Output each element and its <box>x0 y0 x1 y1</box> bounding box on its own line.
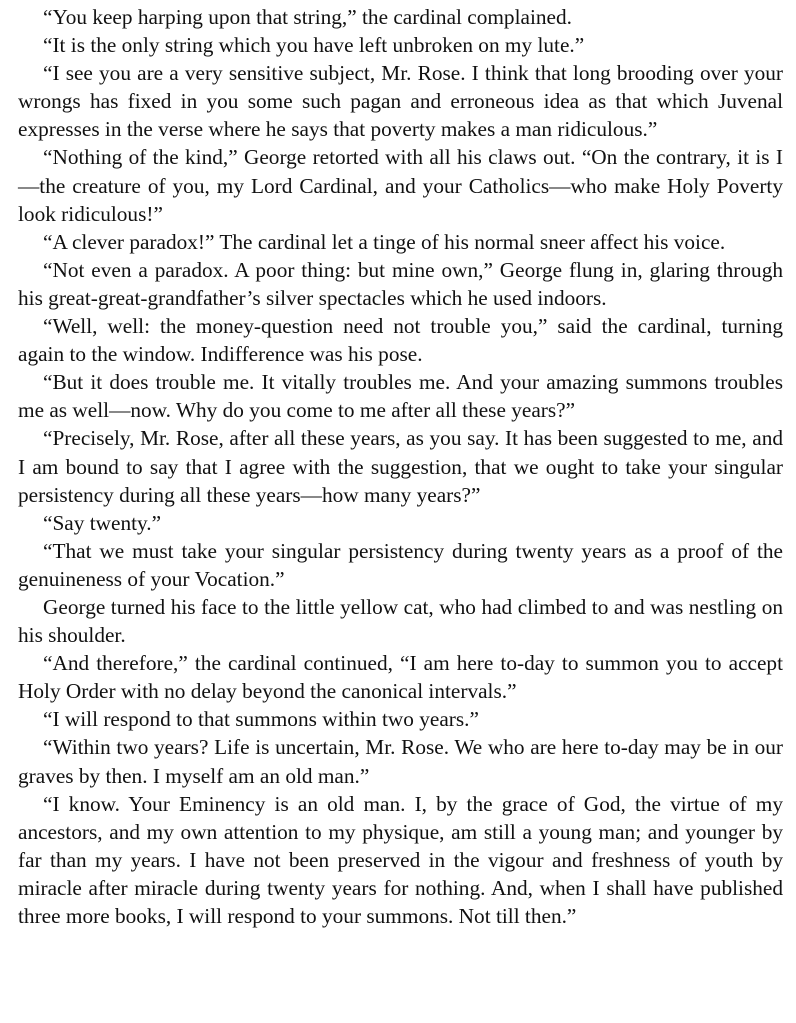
paragraph: “Nothing of the kind,” George retorted with all his claws out. “On the contrary, it is I—the creature of you, my Lord Cardinal, and your Catholics—who make Holy Poverty look ridiculous!” <box>18 145 783 226</box>
paragraph: “That we must take your singular persistency during twenty years as a proof of the genuineness of your Vocation.” <box>18 538 783 591</box>
paragraph: “Within two years? Life is uncertain, Mr. Rose. We who are here to-day may be in our graves by then. I myself am an old man.” <box>18 735 783 788</box>
paragraph: “But it does trouble me. It vitally troubles me. And your amazing summons troubles me as well—now. Why do you come to me after all these years?” <box>18 370 783 423</box>
paragraph: George turned his face to the little yellow cat, who had climbed to and was nestling on his shoulder. <box>18 594 783 648</box>
paragraph: “Well, well: the money-question need not trouble you,” said the cardinal, turning again to the window. Indifference was his pose. <box>18 314 783 367</box>
paragraph: “You keep harping upon that string,” the cardinal complained. <box>43 5 572 29</box>
paragraph: “I know. Your Eminency is an old man. I, by the grace of God, the virtue of my ancestors, and my own attention to my physique, am still a young man; and younger by far than my years. I have not been preserved in the vigour and freshness of youth by miracle after miracle during twenty years for nothing. And, when I shall have published three more books, I will respond to your summons. Not till then.” <box>18 791 783 928</box>
paragraph: “I will respond to that summons within two years.” <box>43 707 479 732</box>
paragraph: “Say twenty.” <box>43 510 162 535</box>
paragraph: “Not even a paradox. A poor thing: but mine own,” George flung in, glaring through his great-great-grandfather’s silver spectacles which he used indoors. <box>18 257 783 310</box>
text-body <box>18 3 783 930</box>
paragraph: “And therefore,” the cardinal continued, “I am here to-day to summon you to accept Holy Order with no delay beyond the canonical intervals.” <box>18 651 783 704</box>
paragraph: “I see you are a very sensitive subject, Mr. Rose. I think that long brooding over your wrongs has fixed in you some such pagan and erroneous idea as that which Juvenal expresses in the verse where he says that poverty makes a man ridiculous.” <box>18 61 783 142</box>
paragraph: “Precisely, Mr. Rose, after all these years, as you say. It has been suggested to me, and I am bound to say that I agree with the suggestion, that we ought to take your singular persistency during all these years—how many years?” <box>18 426 783 507</box>
paragraph: “It is the only string which you have left unbroken on my lute.” <box>43 33 585 58</box>
paragraph: “A clever paradox!” The cardinal let a tinge of his normal sneer affect his voice. <box>43 229 726 254</box>
